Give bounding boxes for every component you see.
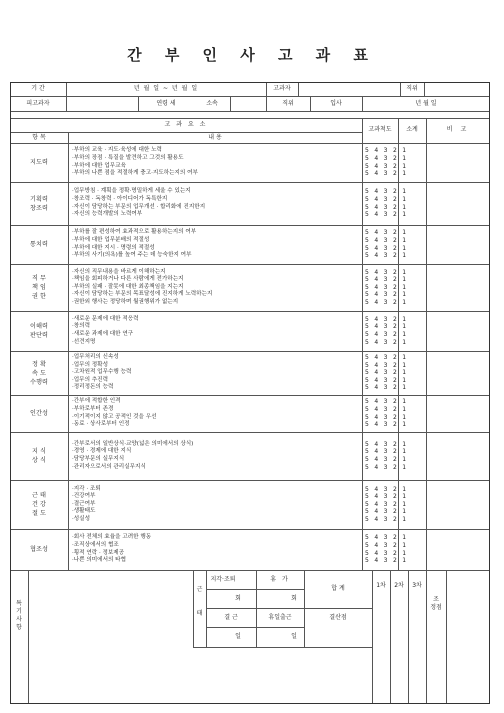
ratee-label: 피고과자	[26, 100, 50, 107]
score-scale[interactable]: 5 4 3 2 1	[365, 244, 408, 252]
period-value: 년 월 일 ~ 년 월 일	[133, 85, 199, 92]
score-scale[interactable]: 5 4 3 2 1	[365, 508, 408, 516]
score-scale[interactable]: 5 4 3 2 1	[365, 252, 408, 260]
criterion-text: ·정리정돈의 능력	[72, 384, 114, 391]
score-scale[interactable]: 5 4 3 2 1	[365, 500, 408, 508]
criterion-text: ·부하에 대한 업무분배의 적절성	[72, 236, 150, 243]
score-scale[interactable]: 5 4 3 2 1	[365, 298, 408, 306]
item-header: 항 목	[32, 134, 46, 141]
score-scale[interactable]: 5 4 3 2 1	[365, 268, 408, 276]
score-scale[interactable]: 5 4 3 2 1	[365, 154, 408, 162]
total-label: 합 계	[331, 585, 345, 592]
criterion-text: ·책임을 회피하거나 다른 사람에게 전가하는지	[72, 276, 184, 283]
criterion-text: ·창조력 · 독창력 · 아이디어가 독특한지	[72, 195, 168, 202]
criterion-text: ·부하의 사기(의욕)를 높여 주는 데 능숙한지 여부	[72, 252, 192, 259]
criterion-text: ·자신이 담당하는 부문의 업무개선 · 합리화에 진지한지	[72, 203, 206, 210]
criterion-text: ·횡적 연락 · 정보제공	[72, 549, 125, 556]
age-field: 연령 세	[156, 100, 176, 107]
round-2: 2차	[394, 582, 404, 589]
criterion-text: ·업무처리의 신속성	[72, 354, 119, 360]
criterion-text: ·고차원적 업무수행 능력	[72, 369, 132, 376]
period-label: 기 간	[31, 85, 45, 92]
adjusted-score-label: 조 정점	[430, 596, 442, 611]
criterion-text: ·새로운 과제에 대한 연구	[72, 331, 134, 337]
score-scale[interactable]: 5 4 3 2 1	[365, 236, 408, 244]
criterion-text: ·권한외 행사는 정당하며 월권행위가 없는지	[72, 298, 179, 305]
criterion-text: ·간부로서의 일반상식·교양(넓은 의미에서의 상식)	[72, 440, 194, 447]
score-scale[interactable]: 5 4 3 2 1	[365, 315, 408, 323]
category-name: 직 무 책 임 권 한	[32, 275, 46, 300]
score-scale[interactable]: 5 4 3 2 1	[365, 203, 408, 211]
rater-label: 고과자	[273, 85, 291, 92]
score-scale[interactable]: 5 4 3 2 1	[365, 331, 408, 338]
score-scale[interactable]: 5 4 3 2 1	[365, 557, 408, 565]
score-scale[interactable]: 5 4 3 2 1	[365, 398, 408, 406]
score-scale[interactable]: 5 4 3 2 1	[365, 493, 408, 501]
criterion-text: ·이기적이지 않고 공적인 것을 우선	[72, 413, 157, 420]
criterion-text: ·업무의 추진력	[72, 376, 108, 383]
rater-position-label: 직위	[406, 85, 418, 92]
factors-header: 고 과 요 소	[164, 121, 208, 128]
criterion-text: ·회사 전체의 효율을 고려한 행동	[72, 534, 152, 541]
criterion-text: ·부하의 실패 · 잘못에 대한 최종책임을 지는지	[72, 283, 184, 290]
score-header: 고과척도	[368, 126, 392, 133]
score-scale[interactable]: 5 4 3 2 1	[365, 448, 408, 456]
criterion-text: ·부하에 대한 지시 · 명령의 적절성	[72, 244, 155, 251]
score-scale[interactable]: 5 4 3 2 1	[365, 515, 408, 523]
score-scale[interactable]: 5 4 3 2 1	[365, 384, 408, 392]
score-scale[interactable]: 5 4 3 2 1	[365, 463, 408, 471]
category-name: 협조성	[30, 546, 48, 553]
category-name: 이해력 판단력	[30, 323, 48, 339]
page-title: 간 부 인 사 고 과 표	[127, 46, 377, 64]
special-notes-label: 특 기 사 항	[16, 600, 22, 631]
criterion-text: ·조직상에서의 협조	[72, 541, 119, 548]
score-scale[interactable]: 5 4 3 2 1	[365, 456, 408, 463]
criterion-text: ·경영 · 경제에 대한 지식	[72, 448, 132, 455]
criterion-text: ·나쁜 의미에서의 타협	[72, 557, 126, 564]
ratee-position-label: 직위	[282, 100, 294, 107]
join-date: 년 월 일	[415, 100, 437, 107]
score-scale[interactable]: 5 4 3 2 1	[365, 354, 408, 361]
score-scale[interactable]: 5 4 3 2 1	[365, 188, 408, 196]
score-scale[interactable]: 5 4 3 2 1	[365, 170, 408, 178]
appraisal-form	[10, 0, 490, 713]
score-scale[interactable]: 5 4 3 2 1	[365, 195, 408, 203]
attendance-label: 근 태	[196, 586, 203, 617]
criterion-text: ·부하의 교육 · 지도·육성에 대한 노력	[72, 147, 162, 154]
score-scale[interactable]: 5 4 3 2 1	[365, 229, 408, 237]
score-scale[interactable]: 5 4 3 2 1	[365, 276, 408, 284]
holiday-label: 휴 가	[270, 576, 290, 583]
criterion-text: ·창의력	[72, 323, 90, 330]
dept-label: 소속	[206, 100, 218, 107]
category-name: 지도력	[30, 159, 48, 166]
score-scale[interactable]: 5 4 3 2 1	[365, 211, 408, 219]
criterion-text: ·담당부문의 실무지식	[72, 456, 125, 462]
category-name: 통치력	[30, 241, 48, 248]
times-unit-1: 회	[235, 595, 241, 602]
score-scale[interactable]: 5 4 3 2 1	[365, 323, 408, 331]
criterion-text: ·부하로부터 존경	[72, 405, 114, 412]
outer-border	[10, 82, 490, 704]
score-scale[interactable]: 5 4 3 2 1	[365, 541, 408, 549]
score-scale[interactable]: 5 4 3 2 1	[365, 421, 408, 429]
criterion-text: ·새로운 문제에 대한 적응력	[72, 315, 139, 322]
criterion-text: ·건강여부	[72, 493, 96, 500]
criterion-text: ·부하에 대한 업무교육	[72, 162, 126, 169]
score-scale[interactable]: 5 4 3 2 1	[365, 405, 408, 413]
criterion-text: ·업무방침 · 계획을 정확·명밀하게 세울 수 있는지	[72, 188, 191, 195]
category-name: 기획력 창조력	[30, 195, 48, 212]
round-1: 1차	[376, 582, 386, 589]
times-unit-2: 회	[291, 595, 297, 602]
criterion-text: ·성실성	[72, 515, 90, 522]
absence-label: 결 근	[224, 614, 238, 621]
criterion-text: ·부하의 나쁜 점을 적절하게 충고·지도하는지의 여부	[72, 170, 198, 177]
criterion-text: ·부하를 잘 편성하여 효과적으로 활용하는지의 여부	[72, 229, 197, 236]
days-unit-1: 일	[235, 633, 241, 640]
category-name: 근 태 건 강 절 도	[32, 492, 46, 517]
late-early-label: 지각·조퇴	[210, 576, 236, 583]
score-scale[interactable]: 5 4 3 2 1	[365, 338, 408, 346]
score-scale[interactable]: 5 4 3 2 1	[365, 549, 408, 557]
criterion-text: ·생활태도	[72, 508, 96, 515]
score-scale[interactable]: 5 4 3 2 1	[365, 376, 408, 384]
criterion-text: ·자신의 직무내용을 바르게 이해하는지	[72, 268, 166, 275]
criterion-text: ·부하의 장점 · 특질을 발견하고 그것의 활용도	[72, 154, 184, 161]
score-scale[interactable]: 5 4 3 2 1	[365, 291, 408, 299]
score-scale[interactable]: 5 4 3 2 1	[365, 361, 408, 369]
score-scale[interactable]: 5 4 3 2 1	[365, 162, 408, 170]
criterion-text: ·선견지명	[72, 338, 96, 345]
category-name: 인간성	[30, 410, 48, 417]
join-label: 입사	[330, 100, 342, 107]
score-scale[interactable]: 5 4 3 2 1	[365, 413, 408, 421]
score-scale[interactable]: 5 4 3 2 1	[365, 369, 408, 377]
remark-header: 비 고	[446, 126, 470, 133]
score-scale[interactable]: 5 4 3 2 1	[365, 485, 408, 493]
criterion-text: ·자신이 담당하는 부문의 목표달성에 진지하게 노력하는지	[72, 291, 213, 298]
round-3: 3차	[412, 582, 422, 589]
criterion-text: ·간부에 적합한 인격	[72, 398, 121, 405]
days-unit-2: 일	[291, 633, 297, 640]
score-scale[interactable]: 5 4 3 2 1	[365, 147, 408, 155]
category-name: 지 식 상 식	[32, 448, 46, 464]
criterion-text: ·업무의 정확성	[72, 361, 108, 368]
category-name: 정 확 속 도 수행력	[30, 360, 48, 386]
content-header: 내 용	[208, 134, 222, 141]
score-scale[interactable]: 5 4 3 2 1	[365, 440, 408, 448]
criterion-text: ·동료 · 상사로부터 인정	[72, 421, 130, 428]
criterion-text: ·관리자으로서의 관리실무지식	[72, 463, 146, 470]
score-scale[interactable]: 5 4 3 2 1	[365, 283, 408, 291]
criterion-text: ·자신의 능력개발의 노력여부	[72, 211, 143, 218]
final-score-label: 결산점	[329, 614, 347, 621]
criterion-text: ·결근여부	[72, 500, 96, 507]
criterion-text: ·지각 · 조퇴	[72, 485, 101, 492]
holiday-work-label: 휴일출근	[268, 614, 292, 621]
subtotal-header: 소계	[406, 126, 418, 133]
score-scale[interactable]: 5 4 3 2 1	[365, 534, 408, 542]
